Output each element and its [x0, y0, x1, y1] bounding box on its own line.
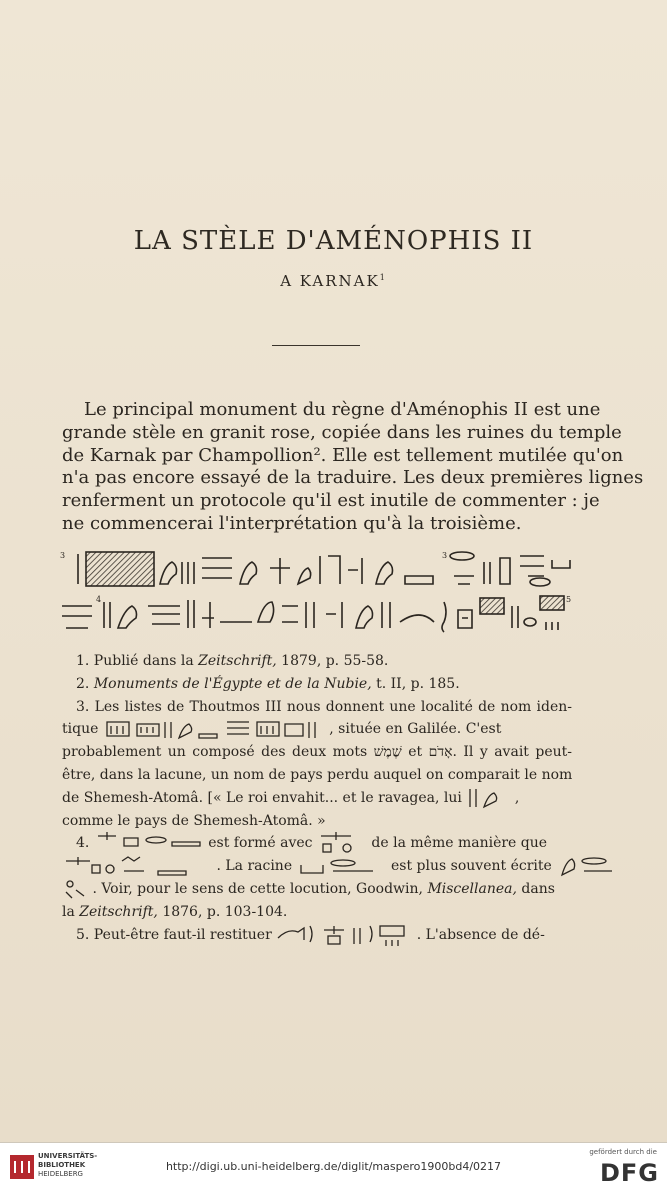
page-subtitle: A KARNAK$^1$: [280, 272, 387, 290]
footnote-2: 2. Monuments de l'Égypte et de la Nubie, t. II, p. 185.: [76, 675, 460, 692]
line-number: 5: [566, 595, 572, 604]
hieroglyph-illustration: [60, 548, 572, 590]
hieroglyph-inline: [62, 878, 88, 900]
footnote-4-line: 4. est formé avec de la même manière que: [62, 832, 572, 855]
funder-label: gefördert durch die: [589, 1148, 657, 1156]
footnote-3-line: être, dans la lacune, un nom de pays perdu auquel on comparait le nom: [62, 766, 573, 783]
page-title: LA STÈLE D'AMÉNOPHIS II: [133, 226, 534, 256]
hieroglyph-place-name: [103, 718, 325, 740]
paragraph-line: n'a pas encore essayé de la traduire. Les deux premières lignes: [62, 467, 644, 489]
hieroglyph-inline: [94, 832, 204, 854]
paragraph-line: renferment un protocole qu'il est inutile de commenter : je: [62, 490, 600, 512]
footnote-3-line: tique , située en Galilée. C'est: [62, 718, 572, 741]
footnote-marker: 1: [379, 273, 387, 282]
hieroglyph-inline: [276, 924, 412, 946]
footnotes: [62, 650, 572, 946]
hieroglyph-inline: [317, 832, 367, 854]
paragraph-line: de Karnak par Champollion². Elle est tellement mutilée qu'on: [62, 444, 624, 466]
paragraph-line: grande stèle en granit rose, copiée dans les ruines du temple: [62, 421, 622, 443]
line-number: 3: [442, 551, 448, 560]
page-url-link[interactable]: http://digi.ub.uni-heidelberg.de/diglit/maspero1900bd4/0217: [165, 1160, 502, 1173]
paragraph-line: ne commencerai l'interprétation qu'à la troisième.: [62, 512, 522, 534]
hieroglyph-illustration: [60, 592, 572, 634]
hieroglyph-line-1: [60, 548, 572, 590]
line-number: 4: [96, 595, 102, 604]
hieroglyph-inline: [62, 855, 212, 877]
footnote-4-line: . La racine est plus souvent écrite: [62, 855, 572, 878]
footnote-1: 1. Publié dans la Zeitschrift, 1879, p. 55-58.: [76, 653, 389, 669]
footnote-3-line: comme le pays de Shemesh-Atomâ. »: [62, 812, 326, 829]
line-number: 3: [60, 551, 66, 560]
hieroglyph-inline: [466, 787, 510, 809]
footnote-3-line: probablement un composé des deux mots שֶׁמֶשׁ et אָדֹם. Il y avait peut-: [62, 744, 572, 761]
intro-paragraph: [62, 398, 644, 535]
footnote-3-line: 3. Les listes de Thoutmos III nous donnent une localité de nom iden-: [76, 698, 572, 715]
footnote-5-line: 5. Peut-être faut-il restituer . L'absence de dé-: [62, 924, 572, 947]
dfg-logo: DFG: [599, 1159, 659, 1187]
footnote-4-line: . Voir, pour le sens de cette locution, Goodwin, Miscellanea, dans: [62, 878, 572, 901]
hieroglyph-inline: [556, 855, 616, 877]
hieroglyph-line-2: [60, 592, 572, 634]
footnote-3-line: de Shemesh-Atomâ. [« Le roi envahit... et le ravagea, lui ,: [62, 787, 572, 810]
footnote-4-line: la Zeitschrift, 1876, p. 103-104.: [62, 903, 288, 920]
hieroglyph-inline: [297, 855, 387, 877]
library-name: UNIVERSITÄTS- BIBLIOTHEK HEIDELBERG: [38, 1152, 98, 1178]
title-divider: [272, 345, 360, 346]
footer-bar: [0, 1142, 667, 1192]
paragraph-line: Le principal monument du règne d'Aménophis II est une: [84, 399, 601, 420]
